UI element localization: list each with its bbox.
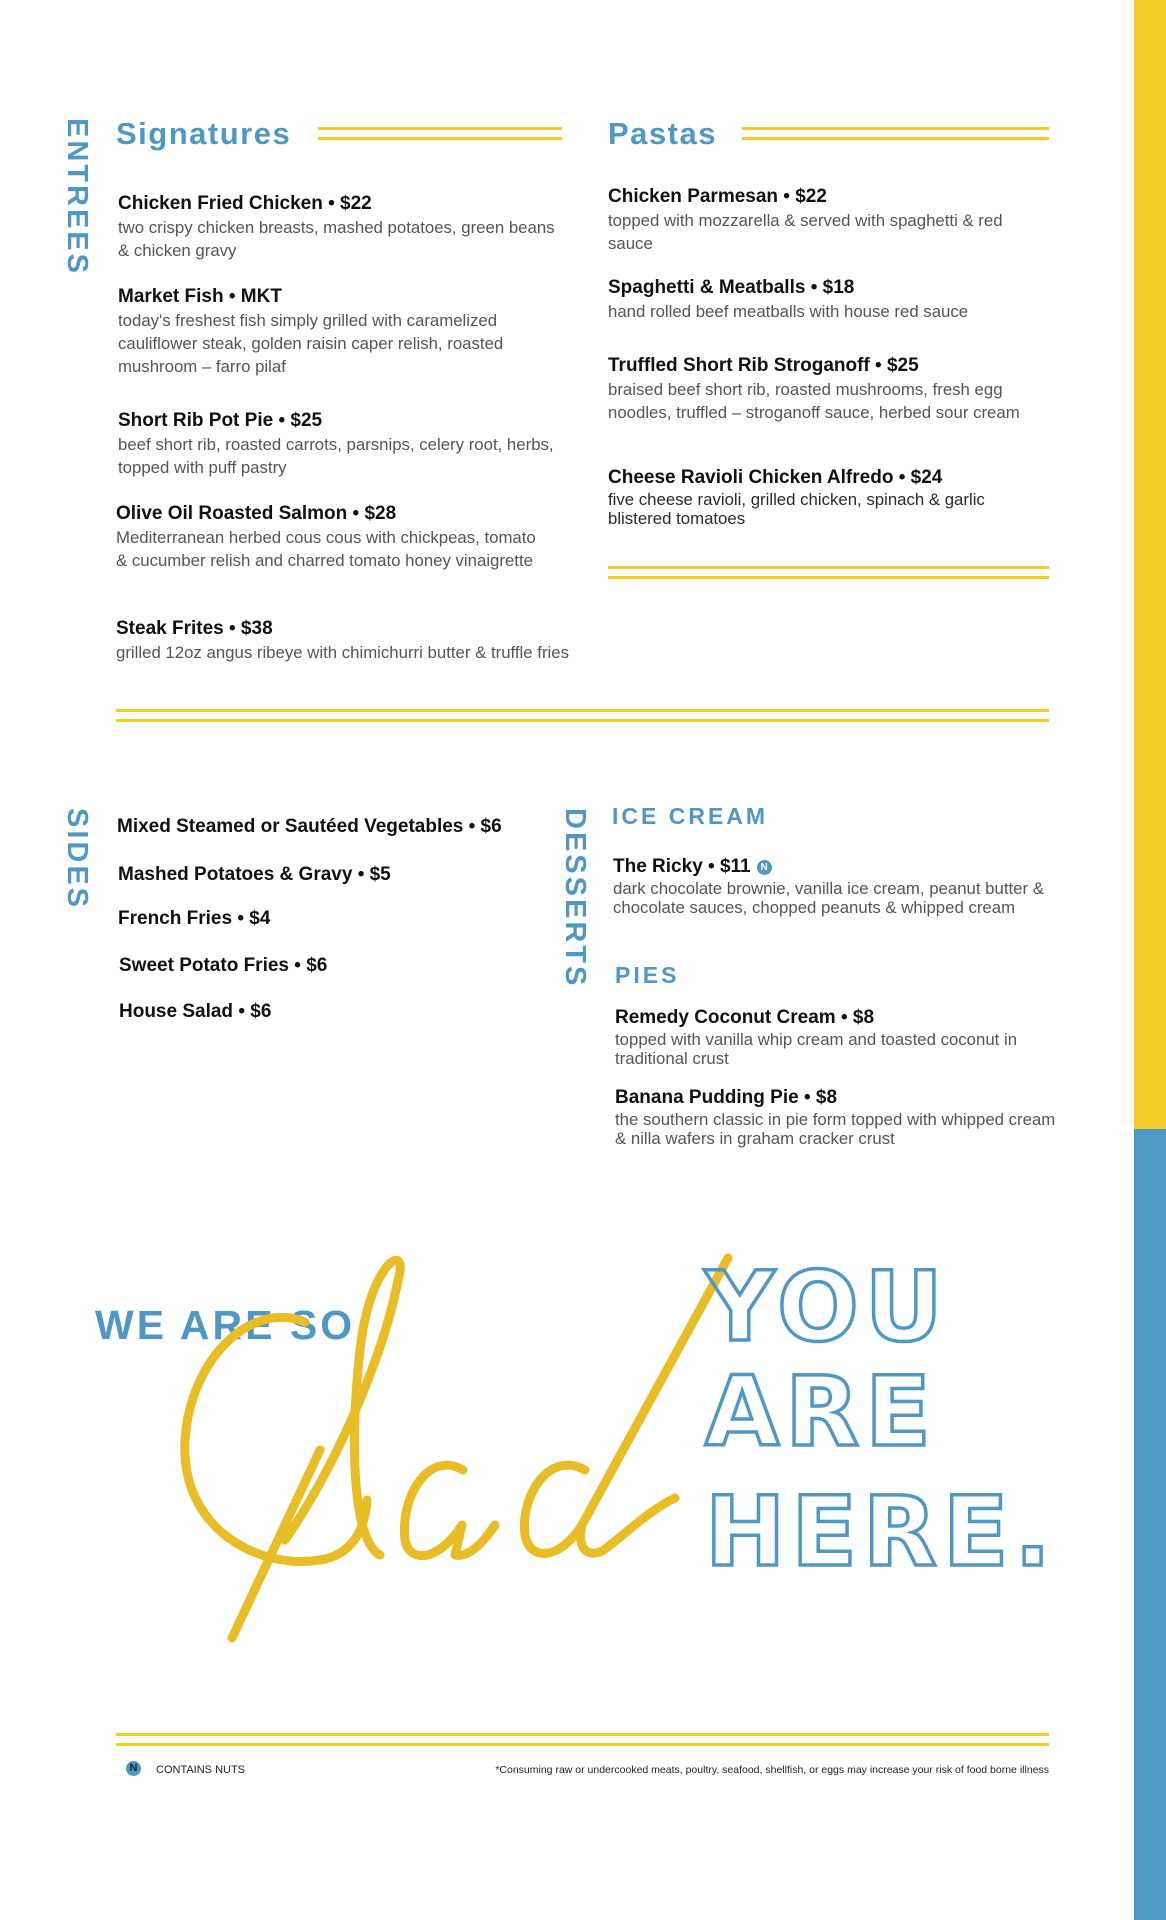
item-desc: dark chocolate brownie, vanilla ice cream, peanut butter & chocolate sauces, chopped peanuts & whipped cream [613,879,1044,917]
pies-title: PIES [615,962,680,988]
item-name: Steak Frites • $38 [116,618,273,639]
signatures-title: Signatures [116,116,292,151]
item-name: Olive Oil Roasted Salmon • $28 [116,503,397,524]
item-desc: hand rolled beef meatballs with house red sauce [608,302,969,321]
item-name: Banana Pudding Pie • $8 [615,1087,838,1108]
item-desc: grilled 12oz angus ribeye with chimichurri butter & truffle fries [116,643,569,662]
menu-item [116,617,676,664]
item-name: Short Rib Pot Pie • $25 [118,410,323,431]
menu-item [615,1006,1060,1068]
menu-item [116,502,546,572]
menu-item [608,276,1048,323]
menu-item [118,285,568,378]
item-name-text: The Ricky • $11 [613,856,751,877]
item-desc: the southern classic in pie form topped with whipped cream & nilla wafers in graham cracker crust [615,1110,1056,1148]
footer-divider [116,1733,1049,1746]
section-divider [116,709,1049,722]
pastas-bottom-divider [608,566,1049,579]
glad-script [185,1258,728,1638]
entrees-side-label: ENTREES [61,118,93,276]
item-name [613,855,1053,879]
menu-item [118,409,568,479]
item-name: Truffled Short Rib Stroganoff • $25 [608,355,919,376]
nut-icon: N [126,1761,141,1776]
ice-cream-title: ICE CREAM [612,803,769,829]
item-name: Market Fish • MKT [118,286,282,307]
item-name: Remedy Coconut Cream • $8 [615,1007,875,1028]
pastas-title: Pastas [608,116,717,151]
item-name: Cheese Ravioli Chicken Alfredo • $24 [608,467,943,488]
item-desc: topped with mozzarella & served with spaghetti & red sauce [608,211,1003,253]
menu-item [608,466,998,528]
side-item: Sweet Potato Fries • $6 [119,955,328,976]
tagline-line3: HERE. [705,1476,1057,1588]
item-name: Chicken Parmesan • $22 [608,186,827,207]
tagline-artwork [0,1240,1130,1660]
item-desc: beef short rib, roasted carrots, parsnips, celery root, herbs, topped with puff pastry [118,435,554,477]
item-desc: Mediterranean herbed cous cous with chickpeas, tomato & cucumber relish and charred tomato honey vinaigrette [116,528,536,570]
sides-side-label: SIDES [61,808,93,911]
item-desc: braised beef short rib, roasted mushrooms, fresh egg noodles, truffled – stroganoff sauce, herbed sour cream [608,380,1020,422]
item-name: Spaghetti & Meatballs • $18 [608,277,855,298]
desserts-side-label: DESSERTS [559,808,591,989]
food-safety-disclaimer: *Consuming raw or undercooked meats, poultry, seafood, shellfish, or eggs may increase your risk of food borne illness [495,1764,1049,1776]
menu-item [615,1086,1060,1148]
side-item: French Fries • $4 [118,908,271,929]
menu-item [613,855,1053,917]
accent-bar-yellow [1134,0,1166,1129]
tagline-outline-words [704,1251,1057,1588]
signatures-divider [318,127,562,140]
accent-bar-blue [1134,1129,1166,1920]
side-item: Mashed Potatoes & Gravy • $5 [118,864,391,885]
menu-item [608,185,1038,255]
item-desc: topped with vanilla whip cream and toasted coconut in traditional crust [615,1030,1018,1068]
item-name: Chicken Fried Chicken • $22 [118,193,372,214]
pastas-divider [742,127,1049,140]
menu-item [118,192,558,262]
menu-item [608,354,1038,424]
item-desc: today's freshest fish simply grilled with caramelized cauliflower steak, golden raisin caper relish, roasted mushroom – farro pilaf [118,311,504,376]
side-item: House Salad • $6 [119,1001,272,1022]
side-item: Mixed Steamed or Sautéed Vegetables • $6 [117,816,502,837]
tagline-prefix: WE ARE SO [95,1302,356,1348]
nut-icon: N [757,860,772,875]
tagline-line1: YOU [705,1251,949,1363]
tagline-line2: ARE [705,1356,937,1468]
item-desc: five cheese ravioli, grilled chicken, spinach & garlic blistered tomatoes [608,490,985,528]
item-desc: two crispy chicken breasts, mashed potatoes, green beans & chicken gravy [118,218,555,260]
nut-legend-label: CONTAINS NUTS [156,1764,246,1776]
